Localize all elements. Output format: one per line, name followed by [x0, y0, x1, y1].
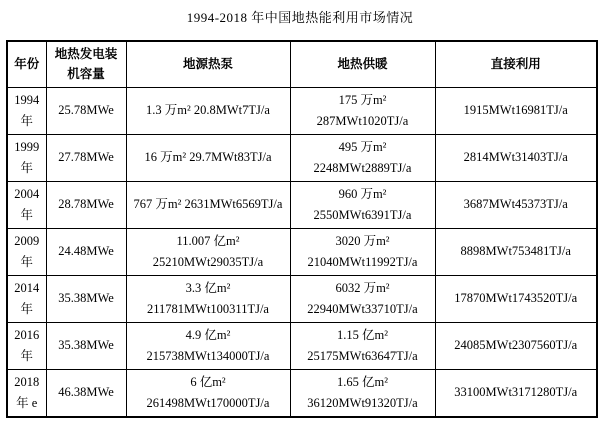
cell-geothermal_heating [290, 134, 435, 181]
cell-ground_source_heat_pump [126, 228, 290, 275]
cell-capacity [46, 322, 126, 369]
cell-line: 年 e [16, 395, 38, 410]
page-title: 1994-2018 年中国地热能利用市场情况 [186, 10, 414, 25]
cell-line: 2018 [14, 374, 40, 389]
cell-line: 28.78MWe [58, 197, 114, 211]
cell-line: 年 [20, 254, 33, 269]
column-header-0: 年份 [7, 41, 46, 87]
cell-ground_source_heat_pump [126, 181, 290, 228]
cell-ground_source_heat_pump [126, 322, 290, 369]
cell-year [7, 87, 46, 134]
cell-line: 21040MWt11992TJ/a [307, 254, 418, 269]
cell-capacity [46, 275, 126, 322]
column-header-4: 直接利用 [435, 41, 597, 87]
cell-direct_use [435, 181, 597, 228]
cell-capacity [46, 369, 126, 417]
cell-line: 1994 [14, 92, 40, 107]
cell-line: 25175MWt63647TJ/a [307, 348, 418, 363]
table-row [7, 181, 597, 228]
column-header-2: 地源热泵 [126, 41, 290, 87]
cell-capacity [46, 87, 126, 134]
cell-line: 2004 [14, 186, 40, 201]
cell-line: 287MWt1020TJ/a [316, 113, 409, 128]
cell-line: 2014 [14, 280, 40, 295]
cell-capacity [46, 228, 126, 275]
table-header-row [7, 41, 597, 87]
cell-line: 4.9 亿m² [185, 327, 231, 342]
cell-direct_use [435, 87, 597, 134]
cell-direct_use [435, 322, 597, 369]
cell-line: 24085MWt2307560TJ/a [454, 338, 578, 352]
table-row [7, 369, 597, 417]
cell-line: 2009 [14, 233, 40, 248]
cell-line: 22940MWt33710TJ/a [307, 301, 418, 316]
table-row [7, 275, 597, 322]
cell-line: 1.3 万m² 20.8MWt7TJ/a [146, 103, 270, 117]
cell-line: 24.48MWe [58, 244, 114, 258]
cell-line: 33100MWt3171280TJ/a [454, 385, 578, 399]
column-header-1: 地热发电装机容量 [46, 41, 126, 87]
cell-line: 25.78MWe [58, 103, 114, 117]
cell-line: 3020 万m² [335, 233, 390, 248]
cell-line: 36120MWt91320TJ/a [307, 395, 418, 410]
cell-line: 8898MWt753481TJ/a [460, 244, 571, 258]
cell-line: 3687MWt45373TJ/a [463, 197, 568, 211]
cell-direct_use [435, 134, 597, 181]
cell-line: 2248MWt2889TJ/a [313, 160, 412, 175]
cell-line: 35.38MWe [58, 291, 114, 305]
cell-geothermal_heating [290, 181, 435, 228]
cell-line: 1.65 亿m² [337, 374, 388, 389]
cell-ground_source_heat_pump [126, 275, 290, 322]
cell-line: 2814MWt31403TJ/a [463, 150, 568, 164]
cell-line: 175 万m² [338, 92, 387, 107]
table-row [7, 322, 597, 369]
cell-line: 年 [20, 301, 33, 316]
cell-geothermal_heating [290, 322, 435, 369]
cell-ground_source_heat_pump [126, 87, 290, 134]
cell-line: 35.38MWe [58, 338, 114, 352]
cell-line: 年 [20, 113, 33, 128]
cell-line: 2016 [14, 327, 40, 342]
cell-year [7, 369, 46, 417]
cell-line: 16 万m² 29.7MWt83TJ/a [144, 150, 272, 164]
cell-year [7, 275, 46, 322]
cell-line: 1915MWt16981TJ/a [463, 103, 568, 117]
table-row [7, 228, 597, 275]
cell-ground_source_heat_pump [126, 369, 290, 417]
cell-direct_use [435, 369, 597, 417]
geothermal-market-table [6, 40, 598, 418]
cell-line: 960 万m² [338, 186, 387, 201]
cell-year [7, 181, 46, 228]
cell-line: 年 [20, 160, 33, 175]
cell-line: 1.15 亿m² [337, 327, 388, 342]
cell-geothermal_heating [290, 87, 435, 134]
cell-year [7, 134, 46, 181]
cell-line: 3.3 亿m² [185, 280, 231, 295]
cell-direct_use [435, 275, 597, 322]
cell-geothermal_heating [290, 228, 435, 275]
cell-year [7, 228, 46, 275]
cell-line: 215738MWt134000TJ/a [146, 348, 270, 363]
cell-capacity [46, 134, 126, 181]
cell-line: 261498MWt170000TJ/a [146, 395, 270, 410]
cell-line: 25210MWt29035TJ/a [152, 254, 264, 269]
cell-line: 495 万m² [338, 139, 387, 154]
cell-geothermal_heating [290, 369, 435, 417]
cell-line: 767 万m² 2631MWt6569TJ/a [133, 197, 283, 211]
cell-line: 46.38MWe [58, 385, 114, 399]
column-header-3: 地热供暖 [290, 41, 435, 87]
cell-direct_use [435, 228, 597, 275]
table-row [7, 134, 597, 181]
cell-line: 27.78MWe [58, 150, 114, 164]
cell-line: 年 [20, 348, 33, 363]
cell-line: 1999 [14, 139, 40, 154]
table-body [7, 87, 597, 417]
cell-year [7, 322, 46, 369]
cell-line: 年 [20, 207, 33, 222]
cell-line: 17870MWt1743520TJ/a [454, 291, 578, 305]
cell-line: 11.007 亿m² [176, 233, 240, 248]
cell-ground_source_heat_pump [126, 134, 290, 181]
table-row [7, 87, 597, 134]
cell-geothermal_heating [290, 275, 435, 322]
cell-capacity [46, 181, 126, 228]
cell-line: 211781MWt100311TJ/a [147, 301, 269, 316]
cell-line: 6 亿m² [190, 374, 226, 389]
cell-line: 2550MWt6391TJ/a [313, 207, 412, 222]
cell-line: 6032 万m² [335, 280, 390, 295]
